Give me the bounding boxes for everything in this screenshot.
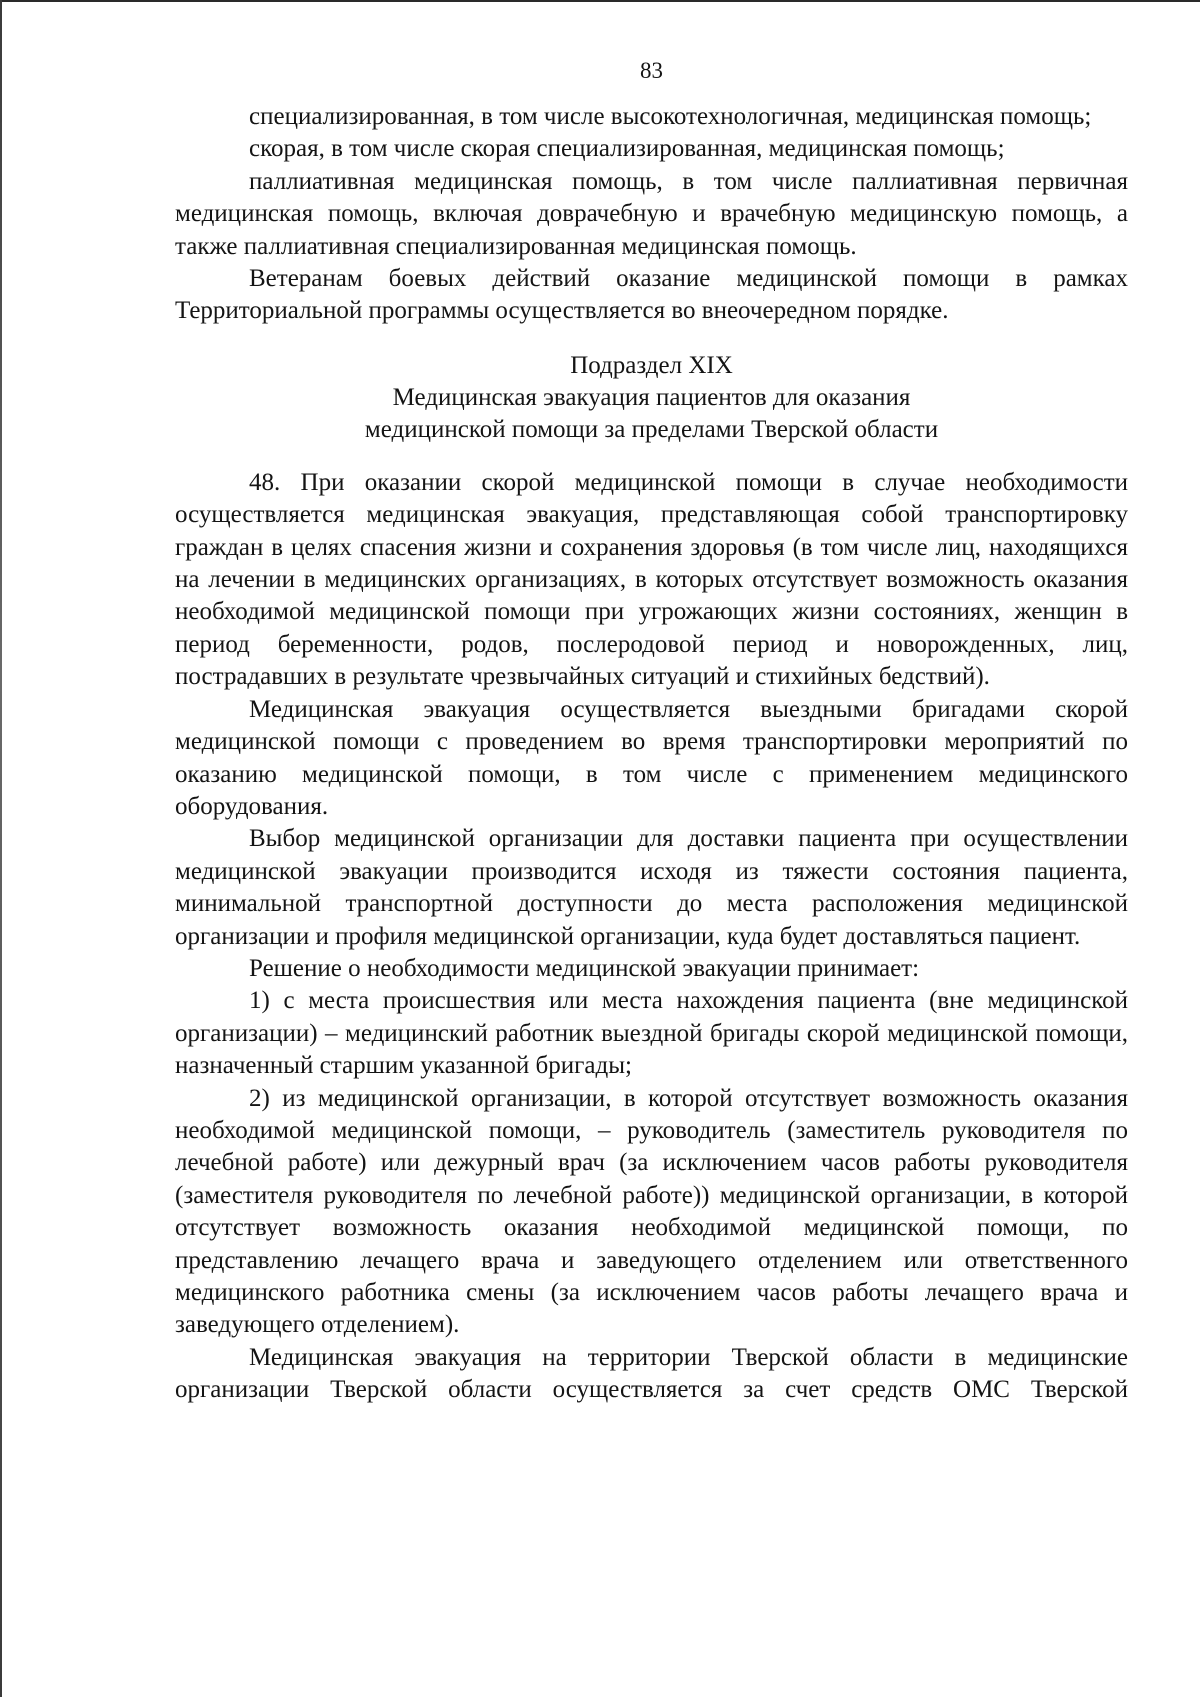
intro-paragraph-emergency: скорая, в том числе скорая специализированная, медицинская помощь; bbox=[249, 135, 1005, 163]
scan-edge-left bbox=[0, 0, 2, 1697]
document-page bbox=[175, 52, 1128, 1407]
paragraph-decision: Решение о необходимости медицинской эвакуации принимает: bbox=[249, 954, 920, 982]
section-heading bbox=[175, 350, 1128, 446]
paragraph-brigades: Медицинская эвакуация осуществляется выездными бригадами скорой медицинской помощи с проведением во время транспортировки мероприятий по оказанию медицинской помощи, в том числе с применением медицинского оборудования. bbox=[175, 695, 1128, 820]
paragraph-oms: Медицинская эвакуация на территории Тверской области в медицинские организации Тверской области осуществляется за счет средств ОМС Тверской bbox=[175, 1343, 1128, 1404]
page-number: 83 bbox=[640, 58, 663, 83]
section-label: Подраздел XIX bbox=[570, 351, 733, 379]
list-item-1: 1) с места происшествия или места нахождения пациента (вне медицинской организации) – медицинский работник выездной бригады скорой медицинской помощи, назначенный старшим указанной бригады; bbox=[175, 987, 1128, 1080]
paragraph-48: 48. При оказании скорой медицинской помощи в случае необходимости осуществляется медицинская эвакуация, представляющая собой транспортировку граждан в целях спасения жизни и сохранения здоровья (в том числе лиц, находящихся на лечении в медицинских организациях, в которых отсутствует возможность оказания необходимой медицинской помощи при угрожающих жизни состояниях, женщин в период беременности, родов, послеродовой период и новорожденных, лиц, пострадавших в результате чрезвычайных ситуаций и стихийных бедствий). bbox=[175, 468, 1128, 691]
list-item-2: 2) из медицинской организации, в которой отсутствует возможность оказания необходимой медицинской помощи, – руководитель (заместитель руководителя по лечебной работе) или дежурный врач (за исключением часов работы руководителя (заместителя руководителя по лечебной работе)) медицинской организации, в которой отсутствует возможность оказания необходимой медицинской помощи, по представлению лечащего врача и заведующего отделением или ответственного медицинского работника смены (за исключением часов работы лечащего врача и заведующего отделением). bbox=[175, 1084, 1128, 1339]
scan-edge-top bbox=[0, 0, 1200, 2]
section-title-line-1: Медицинская эвакуация пациентов для оказания bbox=[392, 383, 911, 411]
intro-paragraph-veterans: Ветеранам боевых действий оказание медицинской помощи в рамках Территориальной программы осуществляется во внеочередном порядке. bbox=[175, 265, 1128, 325]
paragraph-choice: Выбор медицинской организации для доставки пациента при осуществлении медицинской эвакуации производится исходя из тяжести состояния пациента, минимальной транспортной доступности до места расположения медицинской организации и профиля медицинской организации, куда будет доставляться пациент. bbox=[175, 825, 1128, 950]
intro-paragraph-palliative: паллиативная медицинская помощь, в том числе паллиативная первичная медицинская помощь, включая доврачебную и врачебную медицинскую помощь, а также паллиативная специализированная медицинская помощь. bbox=[175, 167, 1128, 260]
section-title-line-2: медицинской помощи за пределами Тверской области bbox=[364, 415, 939, 443]
intro-paragraph-specialized: специализированная, в том числе высокотехнологичная, медицинская помощь; bbox=[249, 103, 1092, 130]
